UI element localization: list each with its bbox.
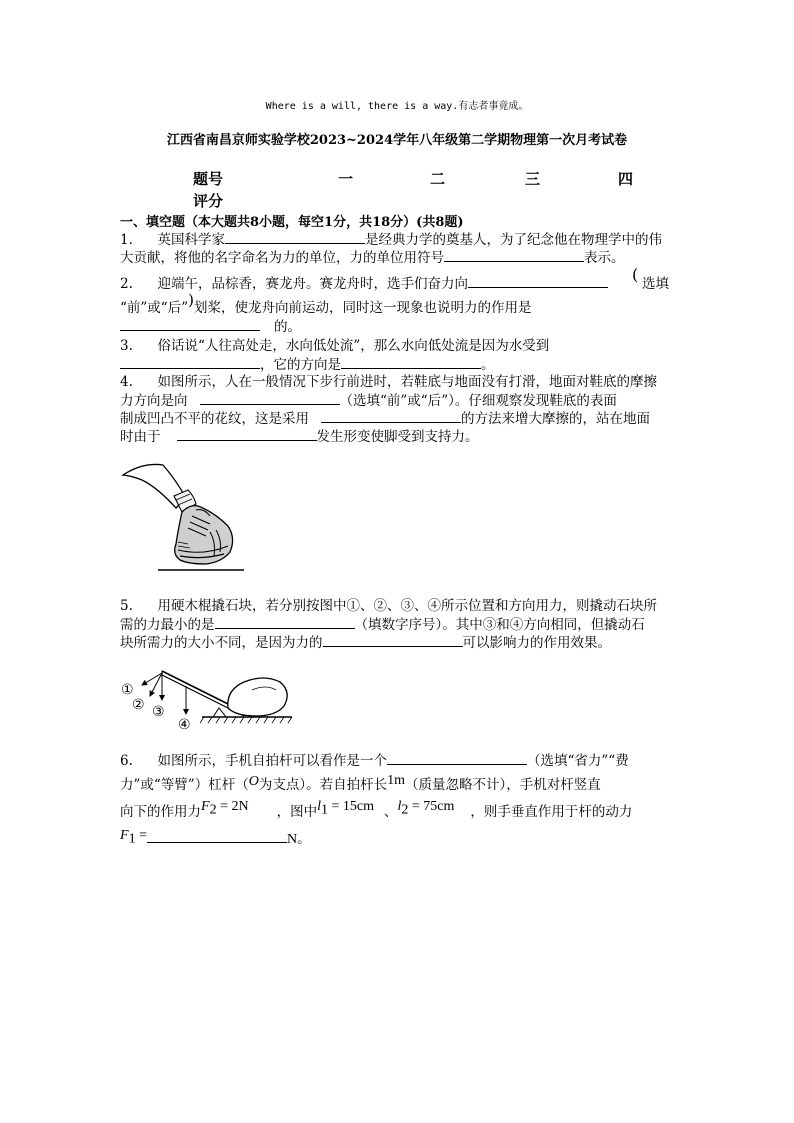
shoe-walking-figure xyxy=(118,460,248,575)
q2-text-g: 的。 xyxy=(274,319,301,335)
q1-text-a: 英国科学家 xyxy=(157,232,225,248)
q3-text-c: 。 xyxy=(481,357,495,373)
q2-text-a: 迎端午，品棕香，赛龙舟。赛龙舟时，选手们奋力向 xyxy=(157,276,468,292)
q3-text-b: ，它的方向是 xyxy=(260,357,341,373)
score-table-row-label: 题号 xyxy=(193,170,224,188)
q4-number: 4. xyxy=(120,374,133,390)
q4-blank-3[interactable] xyxy=(177,427,317,441)
lever-rock-figure xyxy=(116,668,296,734)
q6-f1-expr: $F_1$ = xyxy=(120,828,147,847)
q6-text-y: 。 xyxy=(297,831,311,847)
q5-blank-1[interactable] xyxy=(215,615,355,629)
q2-paren-close: ) xyxy=(188,291,194,309)
lever-label-3: ③ xyxy=(152,704,165,720)
q6-text-b: （选填“省力”“费 xyxy=(526,753,629,769)
q1-text-d: 表示。 xyxy=(584,250,625,266)
q6-l1-expr: $l_1 = 15cm$ xyxy=(317,799,374,818)
q5-text-e: 可以影响力的作用效果。 xyxy=(462,635,611,651)
q4-text-c: （选填“前”或“后”）。仔细观察发现鞋底的表面 xyxy=(339,393,617,409)
score-table-score-label: 评分 xyxy=(193,192,224,210)
lever-label-4: ④ xyxy=(178,717,191,733)
exam-title: 江西省南昌京师实验学校2023~2024学年八年级第二学期物理第一次月考试卷 xyxy=(166,133,628,148)
q5-text-a: 用硬木棍撬石块，若分别按图中①、②、③、④所示位置和方向用力，则撬动石块所 xyxy=(157,598,657,614)
q1-blank-2[interactable] xyxy=(444,248,584,262)
score-col-1: 一 xyxy=(338,170,354,188)
q6-text-g: （质量忽略不计），手机对杆竖直 xyxy=(404,777,601,793)
q4-text-d: 制成凹凸不平的花纹，这是采用 xyxy=(120,411,309,427)
q6-unit: N xyxy=(286,832,298,847)
q4-blank-1[interactable] xyxy=(200,391,340,405)
q2-blank-1[interactable] xyxy=(468,274,608,288)
q3-blank-1[interactable] xyxy=(120,355,260,369)
q4-blank-2[interactable] xyxy=(321,409,461,423)
q4-text-f: 时由于 xyxy=(120,429,161,445)
q6-blank-1[interactable] xyxy=(387,751,527,765)
q6-length-value: 1m xyxy=(387,773,405,788)
lever-label-1: ① xyxy=(121,682,134,698)
q2-text-d: “前”或“后” xyxy=(120,300,189,316)
q2-paren-open: ( xyxy=(632,265,639,284)
score-col-3: 三 xyxy=(525,170,541,188)
q4-text-g: 发生形变使脚受到支持力。 xyxy=(316,429,479,445)
q6-text-a: 如图所示，手机自拍杆可以看作是一个 xyxy=(157,753,387,769)
q4-text-a: 如图所示，人在一般情况下步行前进时，若鞋底与地面没有打滑，地面对鞋底的摩擦 xyxy=(157,374,657,390)
q4-text-e: 的方法来增大摩擦的，站在地面 xyxy=(461,411,650,427)
q4-text-b: 力方向是向 xyxy=(120,393,188,409)
lever-label-2: ② xyxy=(132,697,145,713)
q6-blank-2[interactable] xyxy=(147,829,287,843)
q5-blank-2[interactable] xyxy=(323,633,463,647)
q2-text-c: 选填 xyxy=(642,276,669,292)
q3-number: 3. xyxy=(120,338,133,354)
q6-text-c: 力”或“等臂”）杠杆（ xyxy=(120,777,249,793)
q6-number: 6. xyxy=(120,753,133,769)
q6-f2-expr: $F_2 = 2N$ xyxy=(201,799,249,818)
q3-blank-2[interactable] xyxy=(341,355,481,369)
q5-text-d: 块所需力的大小不同，是因为力的 xyxy=(120,635,323,651)
q6-pivot-symbol: O xyxy=(248,774,259,789)
score-col-4: 四 xyxy=(618,170,634,188)
q1-number: 1. xyxy=(120,232,133,248)
q5-text-b: 需的力最小的是 xyxy=(120,617,215,633)
q6-text-p: 、 xyxy=(383,804,398,820)
score-col-2: 二 xyxy=(430,170,446,188)
header-motto: Where is a will, there is a way.有志者事竟成。 xyxy=(265,101,529,112)
q2-text-f: 划桨，使龙舟向前运动，同时这一现象也说明力的作用是 xyxy=(193,300,532,316)
q6-l2-expr: $l_2 = 75cm$ xyxy=(397,799,455,818)
q5-text-c: （填数字序号）。其中③和④方向相同，但撬动石 xyxy=(354,617,645,633)
q3-text-a: 俗话说“人往高处走，水向低处流”，那么水向低处流是因为水受到 xyxy=(157,338,550,354)
q2-blank-2[interactable] xyxy=(120,317,260,331)
q2-number: 2. xyxy=(120,276,133,292)
q1-blank-1[interactable] xyxy=(225,230,365,244)
q1-text-c: 大贡献，将他的名字命名为力的单位，力的单位用符号 xyxy=(120,250,444,266)
section-heading: 一、填空题（本大题共8小题，每空1分，共18分）(共8题) xyxy=(120,215,464,230)
q6-text-h: 向下的作用力 xyxy=(120,804,201,820)
q6-text-e: 为支点）。若自拍杆长 xyxy=(258,777,388,793)
q6-text-l: ，图中 xyxy=(276,804,318,820)
q1-text-b: 是经典力学的奠基人，为了纪念他在物理学中的伟 xyxy=(364,232,662,248)
q5-number: 5. xyxy=(120,598,133,614)
q6-text-t: ，则手垂直作用于杆的动力 xyxy=(470,804,633,820)
